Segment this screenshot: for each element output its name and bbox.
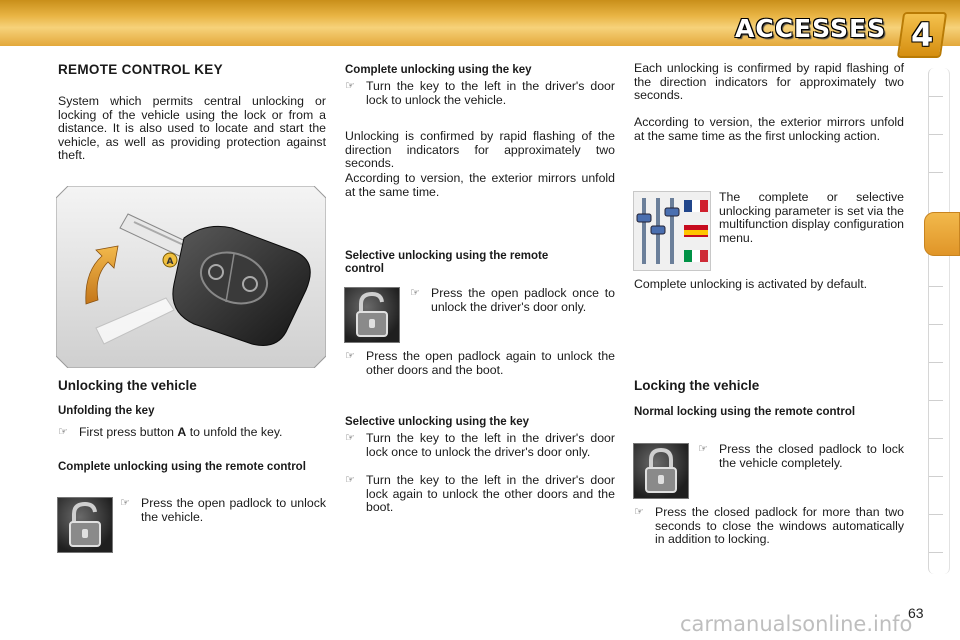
bullet-complete-unlocking-remote: ☞ Press the open padlock to unlock the vehicle. [120,496,326,524]
open-padlock-icon [344,287,400,343]
bullet-unfolding-key [58,426,326,440]
edge-tab-divider [929,134,943,135]
pointing-hand-icon: ☞ [345,350,355,362]
bullet-complete-unlocking-key: ☞ Turn the key to the left in the driver's door lock to unlock the vehicle. [345,79,615,107]
mirrors-paragraph-col3: According to version, the exterior mirrors unfold at the same time as the first unlocking action. [634,115,904,143]
default-paragraph: Complete unlocking is activated by default. [634,277,868,291]
subtitle-selective-unlocking-key: Selective unlocking using the key [345,416,530,428]
chapter-number-badge [897,12,947,58]
watermark: carmanualsonline.info [680,612,913,636]
open-padlock-icon [57,497,113,553]
section-title-locking: Locking the vehicle [634,378,760,393]
pointing-hand-icon: ☞ [410,287,420,299]
key-illustration [56,186,326,368]
edge-tab-divider [929,476,943,477]
edge-tab-divider [929,552,943,553]
bullet-text-post: to unfold the key. [186,425,283,439]
pointing-hand-icon: ☞ [345,80,355,92]
edge-tab-divider [929,324,943,325]
edge-tab-divider [929,286,943,287]
edge-tab-divider [929,400,943,401]
chapter-title: ACCESSES [735,14,887,43]
subtitle-selective-unlocking-remote: Selective unlocking using the remote control [345,250,549,275]
subtitle-complete-unlocking-remote: Complete unlocking using the remote control [58,461,306,473]
closed-padlock-icon [633,443,689,499]
bullet-text-pre: First press button [79,425,178,439]
button-a-label: A [166,257,174,267]
bullet-locking-2: ☞ Press the closed padlock for more than two seconds to close the windows automatically in addition to locking. [634,505,904,547]
pointing-hand-icon: ☞ [345,432,355,444]
key-illustration-svg [56,186,326,368]
edge-tab-divider [929,362,943,363]
bullet-locking-1: ☞ Press the closed padlock to lock the vehicle completely. [698,442,904,470]
unlock-confirm-paragraph-col3: Each unlocking is confirmed by rapid flashing of the direction indicators for approximately two seconds. [634,61,904,103]
edge-tab-divider [929,438,943,439]
bullet-selective-remote-1: ☞ Press the open padlock once to unlock the driver's door only. [410,286,615,314]
bullet-selective-remote-2: ☞ Press the open padlock again to unlock the other doors and the boot. [345,349,615,377]
active-chapter-tab[interactable] [924,212,960,256]
pointing-hand-icon: ☞ [58,426,68,438]
edge-tab-divider [929,514,943,515]
pointing-hand-icon: ☞ [698,443,708,455]
chapter-number: 4 [910,16,934,54]
button-a-ref: A [177,425,187,439]
chapter-edge-tabs [928,68,950,574]
parameter-paragraph: The complete or selective unlocking parameter is set via the multifunction display configuration menu. [719,190,904,245]
page-number: 63 [908,605,924,621]
pointing-hand-icon: ☞ [120,497,130,509]
subtitle-normal-locking-remote: Normal locking using the remote control [634,406,856,418]
bullet-selective-key-2: ☞ Turn the key to the left in the driver's door lock again to unlock the other doors and the boot. [345,473,615,515]
pointing-hand-icon: ☞ [345,474,355,486]
subtitle-complete-unlocking-key: Complete unlocking using the key [345,64,532,76]
subtitle-unfolding-key: Unfolding the key [58,405,155,417]
section-title-unlocking: Unlocking the vehicle [58,378,197,393]
unlock-confirm-paragraph: Unlocking is confirmed by rapid flashing of the direction indicators for approximately two seconds. [345,129,615,171]
pointing-hand-icon: ☞ [634,506,644,518]
edge-tab-divider [929,172,943,173]
section-title-remote-control-key: REMOTE CONTROL KEY [58,62,223,77]
mirrors-paragraph: According to version, the exterior mirrors unfold at the same time. [345,171,615,199]
slider-flags-icon [633,191,711,271]
edge-tab-divider [929,96,943,97]
intro-paragraph: System which permits central unlocking or locking of the vehicle using the lock or from a distance. It is also used to locate and start the vehicle, as well as providing protection against theft. [58,94,326,163]
bullet-selective-key-1: ☞ Turn the key to the left in the driver's door lock once to unlock the driver's door only. [345,431,615,459]
